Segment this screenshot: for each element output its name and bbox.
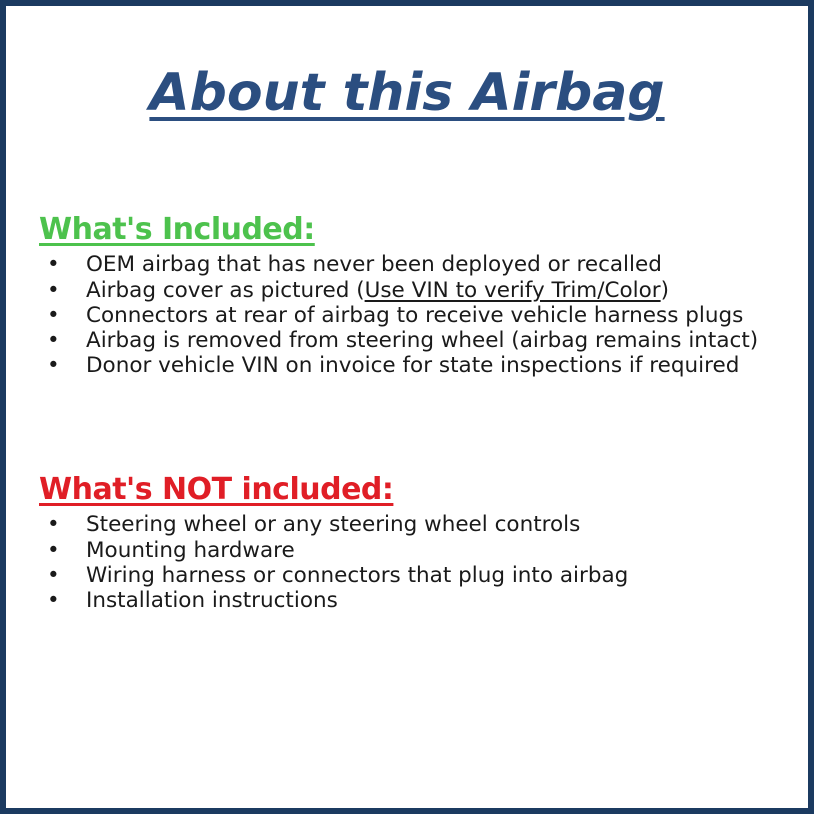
bullet-icon: •: [47, 562, 60, 588]
bullet-icon: •: [47, 277, 60, 303]
page-title: About this Airbag: [149, 63, 665, 123]
list-item-text: Wiring harness or connectors that plug into airbag: [86, 562, 629, 588]
list-item: [39, 538, 775, 563]
list-item: [39, 588, 775, 613]
bullet-icon: •: [47, 353, 60, 379]
not-included-section: [39, 471, 775, 614]
not-included-list: [39, 512, 775, 613]
list-item: [39, 512, 775, 537]
list-item: [39, 278, 775, 303]
bullet-icon: •: [47, 588, 60, 614]
bullet-icon: •: [47, 537, 60, 563]
included-list: [39, 252, 775, 378]
bullet-icon: •: [47, 512, 60, 538]
not-included-heading: What's NOT included:: [39, 471, 394, 507]
list-item-text: Installation instructions: [86, 588, 338, 614]
list-item-text-suffix: ): [660, 277, 670, 303]
list-item-text: Donor vehicle VIN on invoice for state inspections if required: [86, 353, 740, 379]
list-item: [39, 328, 775, 353]
list-item-text-prefix: Airbag cover as pictured (: [86, 277, 365, 303]
list-item: [39, 563, 775, 588]
list-item-text: OEM airbag that has never been deployed or recalled: [86, 252, 662, 278]
list-item-text: Steering wheel or any steering wheel controls: [86, 512, 581, 538]
included-heading: What's Included:: [39, 211, 315, 247]
card-content: [6, 64, 808, 613]
list-item-text: Mounting hardware: [86, 537, 295, 563]
vin-verify-underlined-text: Use VIN to verify Trim/Color: [364, 277, 661, 303]
bullet-icon: •: [47, 302, 60, 328]
list-item-text: Airbag is removed from steering wheel (airbag remains intact): [86, 328, 759, 354]
included-section: [39, 211, 775, 379]
bullet-icon: •: [47, 252, 60, 278]
bullet-icon: •: [47, 328, 60, 354]
list-item: [39, 353, 775, 378]
list-item: [39, 303, 775, 328]
list-item: [39, 252, 775, 277]
list-item-text: Connectors at rear of airbag to receive vehicle harness plugs: [86, 302, 744, 328]
